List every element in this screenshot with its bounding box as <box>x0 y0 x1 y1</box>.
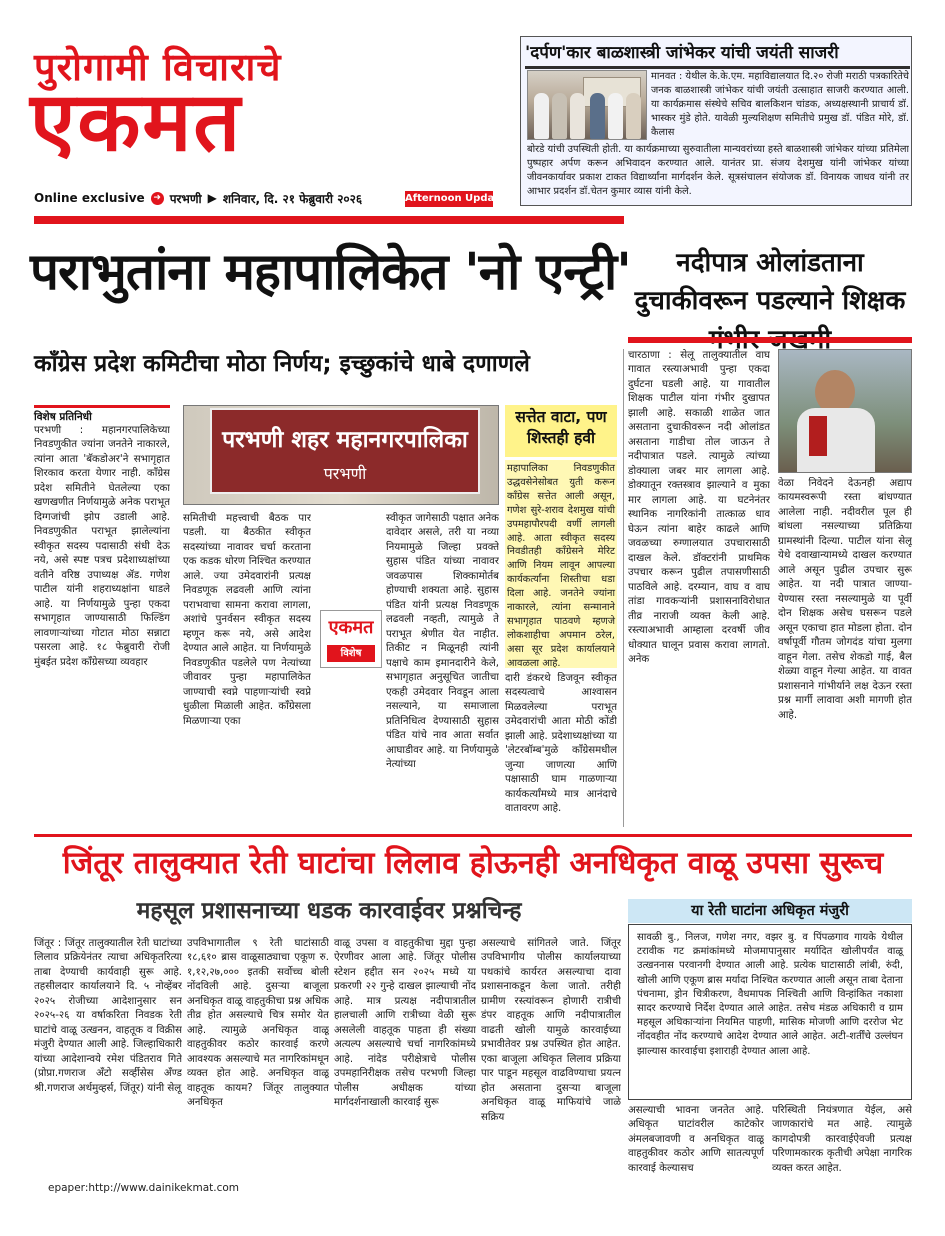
accident-col2: वेळा निवेदने देऊनही अद्याप कायमस्वरूपी रस्ता बांधण्यात आलेला नाही. नदीवरील पूल ही बांधला नसल्याच्या प्रतिक्रिया ग्रामस्थांनी दिल्या. पाटील यांना सेलू येथे दवाखान्यामध्ये दाखल करण्यात आले असून पुढील उपचार सुरू आहेत. या नदी पात्रात जाण्या-येण्यास रस्ता नसल्यामुळे या पूर्वी दोन शिक्षक असेच घसरून पडले असून एकाचा हात मोडला होता. दोन वर्षापूर्वी गौतम जोगदंड यांचा मुलगा वाहून गेला. तसेच शेकडो गाई, बैल शेळ्या वाहून गेल्या आहेत. या वावत प्रशासनाने गांभीर्याने लक्ष देऊन रस्ता प्रश्न मार्गी लावावा अशी मागणी होत आहे. <box>778 478 912 721</box>
main-subheadline: काँग्रेस प्रदेश कमिटीचा मोठा निर्णय; इच्छुकांचे धाबे दणाणले <box>34 351 530 377</box>
corporation-signboard <box>210 408 480 494</box>
main-story-col3: स्वीकृत जागेसाठी पक्षात अनेक दावेदार असले, तरी या नव्या नियमामुळे जिल्हा प्रवक्ते सुहास पंडित यांच्या नावावर जवळपास शिक्कामोर्तब होण्याची शक्यता आहे. सुहास पंडित यांनी प्रत्यक्ष निवडणूक लढवली नव्हती, त्यामुळे ते पराभूत श्रेणीत येत नाहीत. तिकीट न मिळूनही त्यांनी पक्षाचे काम इमानदारीने केले, सभागृहात अनुसूचित जातीचा एकही उमेदवार निवडून आला नसल्याने, या समाजाला प्रतिनिधित्व देण्यासाठी सुहास पंडित यांचे नाव आता सर्वात आघाडीवर आहे. या निर्णयामुळे नेत्यांच्या <box>386 513 499 771</box>
sidebar-body: महापालिका निवडणुकीत उद्धवसेनेसोबत युती करून काँग्रेस सत्तेत आली असून, गणेश सुरे-शराव देशमुख यांची उपमहापौरपदी वर्णी लागली आहे. आता स्वीकृत सदस्य निवडीतही काँग्रेसने मेरिट आणि नियम लावून आपल्या कार्यकर्त्यांना शिस्तीचा धडा दिला आहे. जनतेने ज्यांना नाकारले, त्यांना सन्मानाने सभागृहात पाठवणे म्हणजे लोकशाहीचा अपमान ठरेल, असा सूर प्रदेश कार्यालयाने आवळला आहे. <box>505 460 617 668</box>
sand-col4: असल्याचे सांगितले जाते. जिंतूर उपविभागीय पोलीस कार्यालयाच्या पथकांचे कार्यरत असल्याचा दावा प्रशासनाकडून केला जातो. तरीही ग्रामीण रस्त्यांवरून होणारी रात्रीची डंपर वाहतूक आणि नदीपात्रातील वाढती खोली यामुळे कारवाईच्या प्रभावीतेवर प्रश्न उपस्थित होत आहेत. एका बाजूला अधिकृत लिलाव प्रक्रिया पार पाडून महसूल वाढविण्याचा प्रयत्न होत असताना दुसऱ्या बाजूला अनधिकृत वाळू माफियांचे जाळे सक्रिय <box>481 938 621 1123</box>
approved-ghats-box: सावळी बु., निलज, गणेश नगर, वझर बु. व पिंपळगाव गायके येथील टरावीक गट क्रमांकांमध्ये मोजमापानुसार मर्यादित खोलीपर्यंत वाळू उत्खननास परवानगी देण्यात आली आहे. प्रत्येक घाटासाठी लांबी, रुंदी, खोली आणि एकूण ब्रास मर्यादा निश्चित करण्यात आली असून ताबा देताना पंचनामा, ड्रोन चित्रीकरण, वैधमापक निश्चिती आणि विन्हांकित नकाशा सादर करण्याचे निर्देश देण्यात आले आहेत. तसेच मंडळ अधिकारी व ग्राम महसूल अधिकाऱ्यांना नियमित पाहणी, मासिक मोजणी आणि दररोज भेट नोंदवहीत नोंद करण्याचे आदेश देण्यात आले आहेत. अटी-शर्तींचे उल्लंघन झाल्यास कारवाईचा इशाराही देण्यात आला आहे. <box>628 924 912 1100</box>
darpan-event-photo <box>527 70 647 140</box>
arrow-right-icon: ➜ <box>151 192 164 205</box>
sand-col3: वाळू उपसा व वाहतुकीचा मुद्दा पुन्हा ऐरणीवर आला आहे. जिंतूर पोलीस स्टेशन हद्दीत सन २०२५ मध्ये या प्रकरणी २२ गुन्हे दाखल झाल्याची नोंद आहे. मात्र प्रत्यक्ष नदीपात्रातील हालचाली आणि रात्रीच्या वेळी सुरू असलेली वाहतूक पाहता ही संख्या अत्यल्प असल्याचे चर्चा नागरिकांमध्ये आहे. नांदेड परीक्षेत्राचे पोलीस उपमहानिरीक्षक तसेच परभणी जिल्हा पोलीस अधीक्षक यांच्या मार्गदर्शनाखाली कारवाई सुरू <box>334 938 476 1109</box>
accident-divider <box>628 337 912 343</box>
lower-divider <box>34 834 912 837</box>
badge-tag: विशेष <box>327 645 375 662</box>
darpan-story-body-cont: बोरडे यांची उपस्थिती होती. या कार्यक्रमाच्या सुरुवातीला मान्यवरांच्या हस्ते बाळशास्त्री जांभेकर यांच्या प्रतिमेला पुष्पहार अर्पण करून अभिवादन करण्यात आले. यानंतर प्रा. संजय देशमुख यांनी जांभेकर यांच्या जीवनकार्यावर प्रकाश टाकत विद्यार्थ्यांना मार्गदर्शन केले. सूत्रसंचालन संयोजक डॉ. विनायक जाधव यांनी तर आभार प्रदर्शन डॉ.चेतन कुमार व्यास यांनी केले. <box>527 144 909 197</box>
sign-title: परभणी शहर महानगरपालिका <box>222 427 468 453</box>
ekmat-special-badge <box>320 610 382 668</box>
play-triangle-icon: ▶ <box>207 191 217 205</box>
afternoon-update-badge: Afternoon Update <box>405 191 493 207</box>
masthead-logo[interactable]: एकमत <box>30 75 243 170</box>
sign-subtitle: परभणी <box>323 464 367 483</box>
issue-date: शनिवार, दि. २१ फेब्रुवारी २०२६ <box>222 191 363 206</box>
epaper-link[interactable]: epaper:http://www.dainikekmat.com <box>48 1182 240 1194</box>
darpan-story-title[interactable]: 'दर्पण'कार बाळशास्त्री जांभेकर यांची जयंती साजरी <box>525 40 910 69</box>
sand-col1: जिंतूर : जिंतूर तालुक्यातील रेती घाटांच्या लिलाव प्रक्रियेनंतर त्याचा अधिकृतरित्या ताबा देण्याची कार्यवाही सुरू आहे. तहसीलदार कार्यालयाने दि. ५ नोव्हेंबर २०२५ रोजीच्या आदेशानुसार सन २०२५-२६ या वर्षाकरिता निवडक रेती घाटांचे वाळू उत्खनन, वाहतूक व विक्रीस मंजुरी देण्यात आली आहे. जिल्हाधिकारी यांच्या आदेशान्वये रमेश पंडितराव गिते (प्रोप्रा.गणराज अँटो सर्व्हीसेस अँण्ड श्री.गणराज अर्थमुव्हर्स, जिंतूर) यांनी सेलू <box>34 938 182 1094</box>
top-divider <box>34 216 624 224</box>
sidebar-headline[interactable]: सत्तेत वाटा, पण शिस्तही हवी <box>505 405 617 457</box>
sidebar-body-cont: दारी डंकरथे डिजवून स्वीकृत सदस्यत्वाचे आश्वासन मिळवलेल्या पराभूत उमेदवारांची आता मोठी कोंडी झाली आहे. प्रदेशाध्यक्षांच्या या 'लेटरबॉम्ब'मुळे काँग्रेसमधील जुन्या जाणत्या आणि पक्षासाठी घाम गाळणाऱ्या कार्यकर्त्यांमध्ये मात्र आनंदाचे वातावरण आहे. <box>505 673 617 815</box>
main-story-col2: समितीची महत्त्वाची बैठक पार पडली. या बैठकीत स्वीकृत सदस्यांच्या नावावर चर्चा करताना एक कडक धोरण निश्चित करण्यात आले. ज्या उमेदवारांनी प्रत्यक्ष निवडणूक लढवली आणि त्यांना पराभवाचा सामना करावा लागला, अशांचे पुनर्वसन स्वीकृत सदस्य म्हणून करू नये, असे आदेश देण्यात आले आहेत. या निर्णयामुळे निवडणुकीत पडलेले पण नेत्यांच्या जीवावर पुन्हा महापालिकेत जाण्याची स्वप्ने पाहणाऱ्यांची स्वप्ने धुळीला मिळाली आहेत. काँग्रेसला मिळणाऱ्या एका <box>183 513 311 727</box>
sand-headline[interactable]: जिंतूर तालुक्यात रेती घाटांचा लिलाव होऊनही अनधिकृत वाळू उपसा सुरूच <box>62 846 884 881</box>
main-byline: विशेष प्रतिनिधी <box>34 405 170 424</box>
edition-label: परभणी <box>169 191 202 206</box>
main-story-col1: परभणी : महानगरपालिकेच्या निवडणुकीत ज्यांना जनतेने नाकारले, त्यांना आता 'बॅकडोअर'ने सभागृहात शिरकाव करता येणार नाही. काँग्रेस प्रदेश समितीने घेतलेल्या एका खणखणीत निर्णयामुळे अनेक पराभूत दिग्गजांची झोप उडाली आहे. निवडणुकीत पराभूत झालेल्यांना स्वीकृत सदस्य पदासाठी संधी देऊ नये, असे स्पष्ट पत्रच प्रदेशाध्यक्षांच्या वतीने वरिष्ठ उपाध्यक्ष ॲड. गणेश पाटील यांनी शहराध्यक्षांना धाडले आहे. या निर्णयामुळे पुन्हा एकदा सभागृहात जाण्यासाठी फिल्डिंग लावणाऱ्यांच्या गोटात मोठा सन्नाटा पसरला आहे. १८ फेब्रुवारी रोजी मुंबईत प्रदेश काँग्रेसच्या व्यवहार <box>34 425 170 668</box>
badge-logo: एकमत <box>328 617 374 638</box>
approved-ghats-heading: या रेती घाटांना अधिकृत मंजुरी <box>628 899 912 923</box>
sand-col5: असल्याची भावना जनतेत आहे. अधिकृत घाटांवरील काटेकोर अंमलबजावणी व अनधिकृत वाळू वाहतुकीवर कठोर आणि सातत्यपूर्ण कारवाई केल्यासच <box>628 1105 764 1174</box>
darpan-story-body: मानवत : येथील के.के.एम. महाविद्यालयात दि.२० रोजी मराठी पत्रकारितेचे जनक बाळशास्त्री जांभेकर यांची जयंती उत्साहात साजरी करण्यात आली. या कार्यक्रमास संस्थेचे सचिव बालकिशन चांडक, अध्यक्षस्थानी प्राचार्य डॉ. भास्कर मुंडे होते. यावेळी मुल्यशिक्षण समितीचे प्रमुख डॉ. पंडित मोरे, डॉ. कैलास <box>651 71 909 138</box>
sand-col2: उपविभागातील ९ रेती घाटांसाठी १८,६१० ब्रास वाळूसाठ्याचा एकूण रु. १,१२,२७,००० इतकी सर्वोच्च बोली नोंदविली आहे. दुसऱ्या बाजूला अनधिकृत वाळू वाहतुकीचा प्रश्न अधिक तीव्र होत असल्याचे चित्र समोर येत आहे. त्यामुळे अनधिकृत वाळू वाहतुकीवर कठोर कारवाई करणे आवश्यक असल्याचे मत नागरिकांमधून व्यक्त होत आहे. अनधिकृत वाळू वाहतूक कायम? जिंतूर तालुक्यात अनधिकृत <box>187 938 329 1109</box>
online-exclusive-label: Online exclusive <box>34 191 145 205</box>
column-divider <box>623 349 624 827</box>
accident-col1: चारठाणा : सेलू तालुक्यातील वाघ गावात रस्त्याअभावी पुन्हा एकदा दुर्घटना घडली आहे. या गावातील शिक्षक पाटील यांना गंभीर दुखापत झाली आहे. सकाळी शाळेत जात असताना दुचाकीवरून नदी ओलांडत असताना गाडीचा तोल जाऊन ते नदीपात्रात पडले. त्यामुळे त्यांच्या डोक्याला जबर मार लागला आहे. डोक्यातून रक्तस्त्राव झाल्याने व मुका मार लागला आहे. या घटनेनंतर स्थानिक नागरिकांनी तात्काळ धाव घेऊन त्यांना बाहेर काढले आणि जवळच्या रुग्णालयात उपचारासाठी दाखल केले. डॉक्टरांनी प्राथमिक उपचार करून पुढील तपासणीसाठी पाठविले आहे. दरम्यान, वाघ व वाघ तांडा गावकऱ्यांनी प्रशासनाविरोधात तीव्र नाराजी व्यक्त केली आहे. रस्त्याअभावी आम्हाला दरवर्षी जीव धोक्यात घालून प्रवास करावा लागतो. अनेक <box>628 350 770 666</box>
accident-headline[interactable]: नदीपात्र ओलांडताना दुचाकीवरून पडल्याने शिक्षक <box>634 248 906 317</box>
sand-subheadline: महसूल प्रशासनाच्या धडक कारवाईवर प्रश्नचिन्ह <box>136 898 522 924</box>
main-headline[interactable]: पराभुतांना महापालिकेत 'नो एन्ट्री' <box>30 243 631 302</box>
injured-teacher-photo <box>778 349 912 473</box>
sand-col6: परिस्थिती नियंत्रणात येईल, असे जाणकारांचे मत आहे. त्यामुळे कागदोपत्री कारवाईऐवजी प्रत्यक्ष परिणामकारक कृतीची अपेक्षा नागरिक व्यक्त करत आहेत. <box>772 1105 912 1174</box>
masthead-tagline: पुरोगामी विचाराचे <box>34 45 282 89</box>
